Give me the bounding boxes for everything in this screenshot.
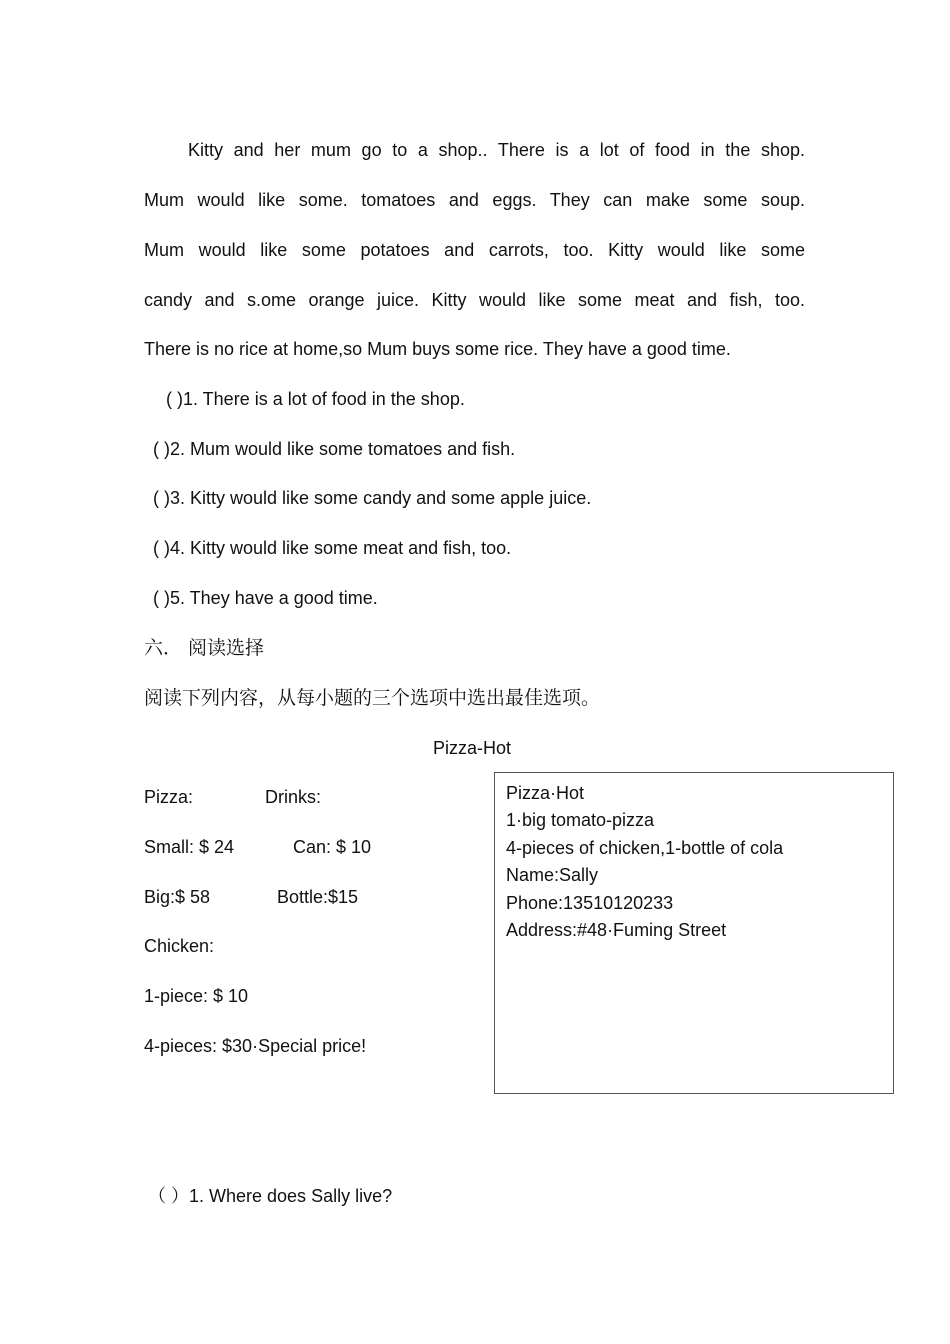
passage-line: Mum would like some potatoes and carrots, too. Kitty would like some xyxy=(144,240,805,260)
order-line: Name:Sally xyxy=(506,865,599,886)
pizza-label: Pizza: xyxy=(144,787,194,807)
drinks-label: Drinks: xyxy=(265,787,322,807)
passage-line: There is no rice at home,so Mum buys some rice. They have a good time. xyxy=(144,339,731,359)
mc-question: （ ）1. Where does Sally live? xyxy=(148,1186,393,1206)
order-box xyxy=(494,772,894,1094)
passage-line: candy and s.ome orange juice. Kitty would like some meat and fish, too. xyxy=(144,290,805,310)
small-price: Small: $ 24 xyxy=(144,837,235,857)
order-line: 4-pieces of chicken,1-bottle of cola xyxy=(506,837,784,858)
order-line: Pizza·Hot xyxy=(506,783,585,803)
big-price: Big:$ 58 xyxy=(144,887,211,907)
order-line: Phone:13510120233 xyxy=(506,892,674,913)
tf-question: ( )1. There is a lot of food in the shop. xyxy=(166,389,465,409)
section-title: 六． 阅读选择 xyxy=(144,637,265,659)
bottle-price: Bottle:$15 xyxy=(277,887,359,907)
passage-line: Mum would like some. tomatoes and eggs. They can make some soup. xyxy=(144,190,805,210)
chicken-label: Chicken: xyxy=(144,936,215,956)
menu-title: Pizza-Hot xyxy=(433,738,512,758)
order-line: 1·big tomato-pizza xyxy=(506,810,655,831)
order-line: Address:#48·Fuming Street xyxy=(506,920,727,941)
tf-question: ( )2. Mum would like some tomatoes and fish. xyxy=(153,439,516,459)
instruction: 阅读下列内容，从每小题的三个选项中选出最佳选项。 xyxy=(144,687,601,709)
can-price: Can: $ 10 xyxy=(293,837,372,857)
tf-question: ( )5. They have a good time. xyxy=(153,588,378,608)
four-pieces-price: 4-pieces: $30·Special price! xyxy=(144,1036,367,1056)
passage-line: Kitty and her mum go to a shop.. There is a lot of food in the shop. xyxy=(188,140,805,160)
tf-question: ( )3. Kitty would like some candy and some apple juice. xyxy=(153,488,592,508)
one-piece-price: 1-piece: $ 10 xyxy=(144,986,249,1006)
tf-question: ( )4. Kitty would like some meat and fish, too. xyxy=(153,538,512,558)
